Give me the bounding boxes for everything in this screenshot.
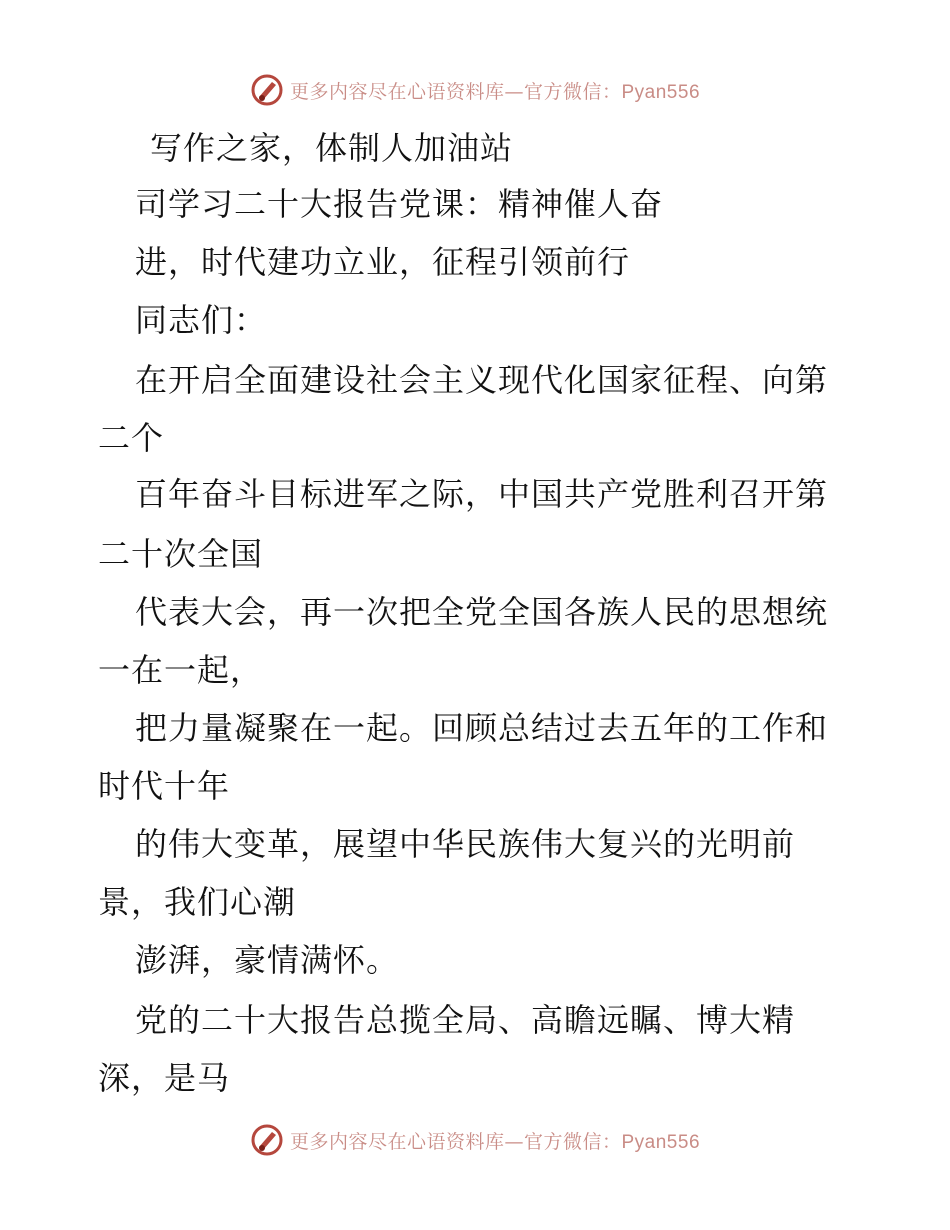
header-wechat-id: Pyan556 <box>621 81 701 103</box>
document-line: 的伟大变革，展望中华民族伟大复兴的光明前 <box>135 825 796 863</box>
document-line: 一在一起， <box>98 651 264 689</box>
document-line: 时代十年 <box>98 767 231 805</box>
document-line: 二个 <box>98 419 165 457</box>
document-line: 司学习二十大报告党课：精神催人奋 <box>135 185 664 223</box>
document-line: 百年奋斗目标进军之际，中国共产党胜利召开第 <box>135 475 829 513</box>
document-line: 同志们： <box>135 301 268 339</box>
pen-seal-logo-icon <box>250 1123 284 1157</box>
document-line: 深，是马 <box>98 1059 231 1097</box>
pen-seal-logo-icon <box>250 73 284 107</box>
footer-banner <box>0 1120 950 1160</box>
document-line: 党的二十大报告总揽全局、高瞻远瞩、博大精 <box>135 1001 796 1039</box>
document-line: 把力量凝聚在一起。回顾总结过去五年的工作和 <box>135 709 829 747</box>
document-line: 写作之家，体制人加油站 <box>150 129 514 167</box>
footer-brand-text: 更多内容尽在心语资料库—官方微信：Pyan556 <box>289 1130 701 1153</box>
document-line: 二十次全国 <box>98 535 264 573</box>
document-line: 澎湃，豪情满怀。 <box>135 941 400 979</box>
document-line: 景，我们心潮 <box>98 883 297 921</box>
document-line: 代表大会，再一次把全党全国各族人民的思想统 <box>135 593 829 631</box>
document-line: 进，时代建功立业，征程引领前行 <box>135 243 631 281</box>
footer-wechat-id: Pyan556 <box>621 1131 701 1153</box>
header-banner <box>0 70 950 110</box>
header-brand-text: 更多内容尽在心语资料库—官方微信：Pyan556 <box>289 80 701 103</box>
document-line: 在开启全面建设社会主义现代化国家征程、向第 <box>135 361 829 399</box>
